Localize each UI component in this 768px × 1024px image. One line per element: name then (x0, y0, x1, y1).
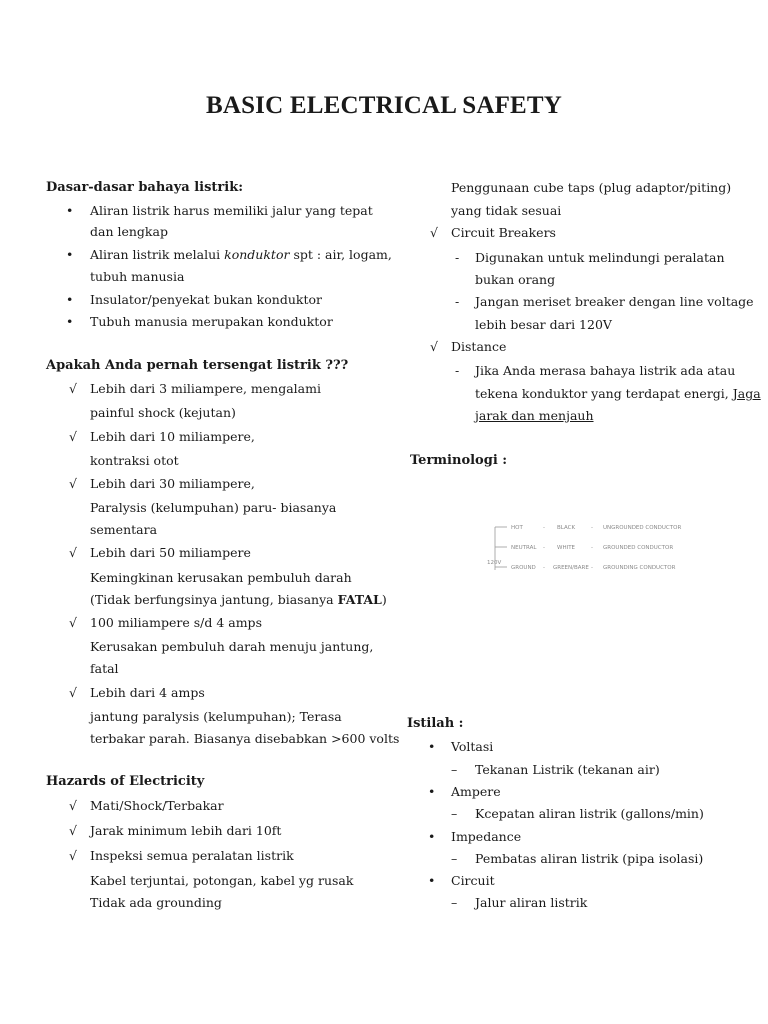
term-description: Kcepatan aliran listrik (gallons/min) (475, 806, 704, 821)
list-item-text: lebih besar dari 120V (475, 317, 612, 332)
list-item-text: fatal (90, 661, 119, 676)
check-mark-icon: √ (69, 615, 77, 630)
list-item-text: Mati/Shock/Terbakar (90, 798, 224, 813)
list-item-text: Digunakan untuk melindungi peralatan (475, 250, 725, 265)
list-item-text: jarak dan menjauh (475, 408, 594, 423)
list-item-text: Insulator/penyekat bukan konduktor (90, 292, 322, 307)
section-heading-dasar: Dasar-dasar bahaya listrik: (46, 180, 243, 195)
bullet-dot-icon: • (66, 314, 74, 329)
list-item-text: Paralysis (kelumpuhan) paru- biasanya (90, 500, 337, 515)
list-item-text: painful shock (kejutan) (90, 405, 236, 420)
en-dash-icon: – (451, 895, 458, 910)
diagram-side-label: 120V (487, 560, 502, 566)
diagram-label: - (543, 565, 545, 571)
diagram-label: - (543, 525, 545, 531)
en-dash-icon: – (451, 851, 458, 866)
page-title: BASIC ELECTRICAL SAFETY (205, 92, 563, 119)
check-mark-icon: √ (69, 685, 77, 700)
list-item-text: Lebih dari 30 miliampere, (90, 476, 255, 491)
bullet-dot-icon: • (428, 784, 436, 799)
bullet-dot-icon: • (66, 292, 74, 307)
list-item-text: Jangan meriset breaker dengan line voltage (475, 294, 754, 309)
en-dash-icon: – (451, 762, 458, 777)
diagram-label: - (591, 525, 593, 531)
check-mark-icon: √ (69, 848, 77, 863)
list-item-text: sementara (90, 522, 158, 537)
dash-icon: - (455, 363, 460, 378)
check-mark-icon: √ (69, 381, 77, 396)
diagram-label: BLACK (557, 525, 576, 531)
list-item-text: Aliran listrik harus memiliki jalur yang tepat (90, 203, 373, 218)
dash-icon: - (455, 250, 460, 265)
list-item-text: terbakar parah. Biasanya disebabkan >600 volts (90, 731, 400, 746)
list-item-text: Jika Anda merasa bahaya listrik ada atau (475, 363, 736, 378)
list-item-text: Lebih dari 4 amps (90, 685, 205, 700)
diagram-label: - (543, 545, 545, 551)
section-heading-tersengat: Apakah Anda pernah tersengat listrik ??? (46, 358, 349, 373)
check-mark-icon: √ (69, 476, 77, 491)
diagram-label: GROUNDED CONDUCTOR (603, 545, 674, 551)
en-dash-icon: – (451, 806, 458, 821)
diagram-label: NEUTRAL (511, 545, 537, 551)
check-mark-icon: √ (69, 429, 77, 444)
bullet-dot-icon: • (66, 203, 74, 218)
list-item-text: yang tidak sesuai (451, 203, 562, 218)
list-item-text: Jarak minimum lebih dari 10ft (90, 823, 282, 838)
list-item-text: (Tidak berfungsinya jantung, biasanya FATAL) (90, 592, 387, 607)
term-label: Voltasi (451, 739, 494, 754)
list-item-text: tubuh manusia (90, 269, 185, 284)
list-item-text: Inspeksi semua peralatan listrik (90, 848, 294, 863)
list-item-text: Lebih dari 10 miliampere, (90, 429, 255, 444)
check-mark-icon: √ (69, 545, 77, 560)
diagram-label: UNGROUNDED CONDUCTOR (603, 525, 682, 531)
section-heading-terminologi: Terminologi : (410, 453, 508, 468)
list-item-text: tekena konduktor yang terdapat energi, Jaga (475, 386, 761, 401)
wiring-diagram (485, 518, 695, 580)
diagram-label: WHITE (557, 545, 576, 551)
term-label: Ampere (451, 784, 501, 799)
check-mark-icon: √ (69, 798, 77, 813)
diagram-label: GREEN/BARE (553, 565, 589, 571)
bullet-dot-icon: • (428, 739, 436, 754)
list-item-text: Kerusakan pembuluh darah menuju jantung, (90, 639, 374, 654)
diagram-label: GROUNDING CONDUCTOR (603, 565, 676, 571)
list-item-text: Kemingkinan kerusakan pembuluh darah (90, 570, 352, 585)
bullet-dot-icon: • (428, 829, 436, 844)
list-item-text: Penggunaan cube taps (plug adaptor/piting) (451, 180, 732, 195)
list-item-text: Circuit Breakers (451, 225, 556, 240)
section-heading-istilah: Istilah : (407, 716, 464, 731)
list-item-text: bukan orang (475, 272, 556, 287)
list-item-text: Tidak ada grounding (90, 895, 222, 910)
bullet-dot-icon: • (428, 873, 436, 888)
list-item-text: Distance (451, 339, 507, 354)
term-description: Jalur aliran listrik (475, 895, 588, 910)
list-item-text: Tubuh manusia merupakan konduktor (90, 314, 333, 329)
diagram-label: - (591, 545, 593, 551)
list-item-text: Aliran listrik melalui konduktor spt : air, logam, (90, 247, 392, 262)
list-item-text: dan lengkap (90, 224, 168, 239)
term-label: Impedance (451, 829, 522, 844)
list-item-text: Lebih dari 50 miliampere (90, 545, 251, 560)
bullet-dot-icon: • (66, 247, 74, 262)
check-mark-icon: √ (430, 339, 438, 354)
section-heading-hazards: Hazards of Electricity (46, 774, 205, 789)
list-item-text: Lebih dari 3 miliampere, mengalami (90, 381, 321, 396)
list-item-text: Kabel terjuntai, potongan, kabel yg rusak (90, 873, 354, 888)
term-label: Circuit (451, 873, 495, 888)
check-mark-icon: √ (430, 225, 438, 240)
check-mark-icon: √ (69, 823, 77, 838)
diagram-label: - (591, 565, 593, 571)
list-item-text: jantung paralysis (kelumpuhan); Terasa (90, 709, 342, 724)
term-description: Tekanan Listrik (tekanan air) (475, 762, 660, 777)
term-description: Pembatas aliran listrik (pipa isolasi) (475, 851, 704, 866)
diagram-label: HOT (511, 525, 523, 531)
dash-icon: - (455, 294, 460, 309)
list-item-text: kontraksi otot (90, 453, 179, 468)
diagram-label: GROUND (511, 565, 536, 571)
list-item-text: 100 miliampere s/d 4 amps (90, 615, 262, 630)
